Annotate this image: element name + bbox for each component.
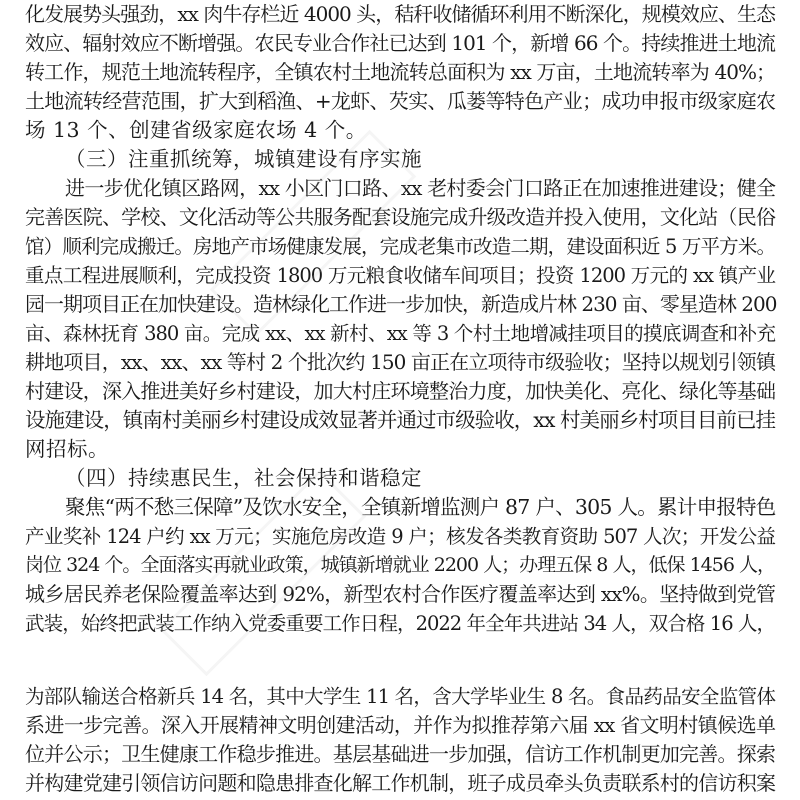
- paragraph-line: 武装，始终把武装工作纳入党委重要工作日程，2022 年全年共进站 34 人，双合格 16 人，: [25, 612, 775, 635]
- paragraph-line: 场 13 个、创建省级家庭农场 4 个。: [25, 118, 367, 142]
- paragraph-line: 岗位 324 个。全面落实再就业政策，城镇新增就业 2200 人；办理五保 8 人，低保 1456 人，: [25, 554, 775, 576]
- paragraph-line: 重点工程进展顺利，完成投资 1800 万元粮食收储车间项目；投资 1200 万元的 xx 镇产业: [25, 264, 775, 287]
- paragraph-line: 完善医院、学校、文化活动等公共服务配套设施完成升级改造并投入使用，文化站（民俗: [25, 205, 775, 229]
- paragraph-line: 系进一步完善。深入开展精神文明创建活动，并作为拟推荐第六届 xx 省文明村镇候选单: [25, 713, 775, 737]
- paragraph-line: 耕地项目，xx、xx、xx 等村 2 个批次约 150 亩正在立项待市级验收；坚持以规划引领镇: [25, 350, 775, 374]
- paragraph-line: 转工作，规范土地流转程序，全镇农村土地流转总面积为 xx 万亩，土地流转率为 40%；: [25, 60, 775, 84]
- paragraph-line: 村建设，深入推进美好乡村建设，加大村庄环境整治力度，加快美化、亮化、绿化等基础: [25, 379, 775, 403]
- paragraph-line: 位并公示；卫生健康工作稳步推进。基层基础进一步加强，信访工作机制更加完善。探索: [25, 742, 775, 766]
- paragraph-line: 网招标。: [25, 437, 109, 461]
- paragraph-line: 效应、辐射效应不断增强。农民专业合作社已达到 101 个，新增 66 个。持续推进土地流: [25, 31, 775, 55]
- paragraph-line: 为部队输送合格新兵 14 名，其中大学生 11 名，含大学毕业生 8 名。食品药品安全监管体: [25, 685, 775, 708]
- document-page-2: [0, 682, 800, 800]
- paragraph-line: 馆）顺利完成搬迁。房地产市场健康发展，完成老集市改造二期，建设面积近 5 万平方米。: [25, 235, 775, 258]
- paragraph-line: 城乡居民养老保险覆盖率达到 92%，新型农村合作医疗覆盖率达到 xx%。坚持做到党管: [25, 582, 775, 606]
- paragraph-line: 土地流转经营范围，扩大到稻渔、+龙虾、芡实、瓜蒌等特色产业；成功申报市级家庭农: [25, 89, 775, 113]
- paragraph-line: 亩、森林抚育 380 亩。完成 xx、xx 新村、xx 等 3 个村土地增减挂项目的摸底调查和补充: [25, 322, 775, 345]
- paragraph-line: 化发展势头强劲，xx 肉牛存栏近 4000 头，秸秆收储循环利用不断深化，规模效应、生态: [25, 2, 775, 26]
- paragraph-line: 进一步优化镇区路网，xx 小区门口路、xx 老村委会门口路正在加速推进建设；健全: [65, 176, 775, 200]
- paragraph-line: 并构建党建引领信访问题和隐患排查化解工作机制，班子成员牵头负责联系村的信访积案: [25, 771, 775, 795]
- paragraph-line: 产业奖补 124 户约 xx 万元；实施危房改造 9 户；核发各类教育资助 507 人次；开发公益: [25, 525, 775, 548]
- paragraph-line: 聚焦“两不愁三保障”及饮水安全，全镇新增监测户 87 户、305 人。累计申报特色: [65, 495, 776, 519]
- section-heading-4: （四）持续惠民生，社会保持和谐稳定: [65, 466, 422, 490]
- section-heading-3: （三）注重抓统筹，城镇建设有序实施: [65, 147, 422, 171]
- paragraph-line: 园一期项目正在加快建设。造林绿化工作进一步加快，新造成片林 230 亩、零星造林 200: [25, 292, 777, 316]
- paragraph-line: 设施建设，镇南村美丽乡村建设成效显著并通过市级验收，xx 村美丽乡村项目目前已挂: [25, 408, 775, 432]
